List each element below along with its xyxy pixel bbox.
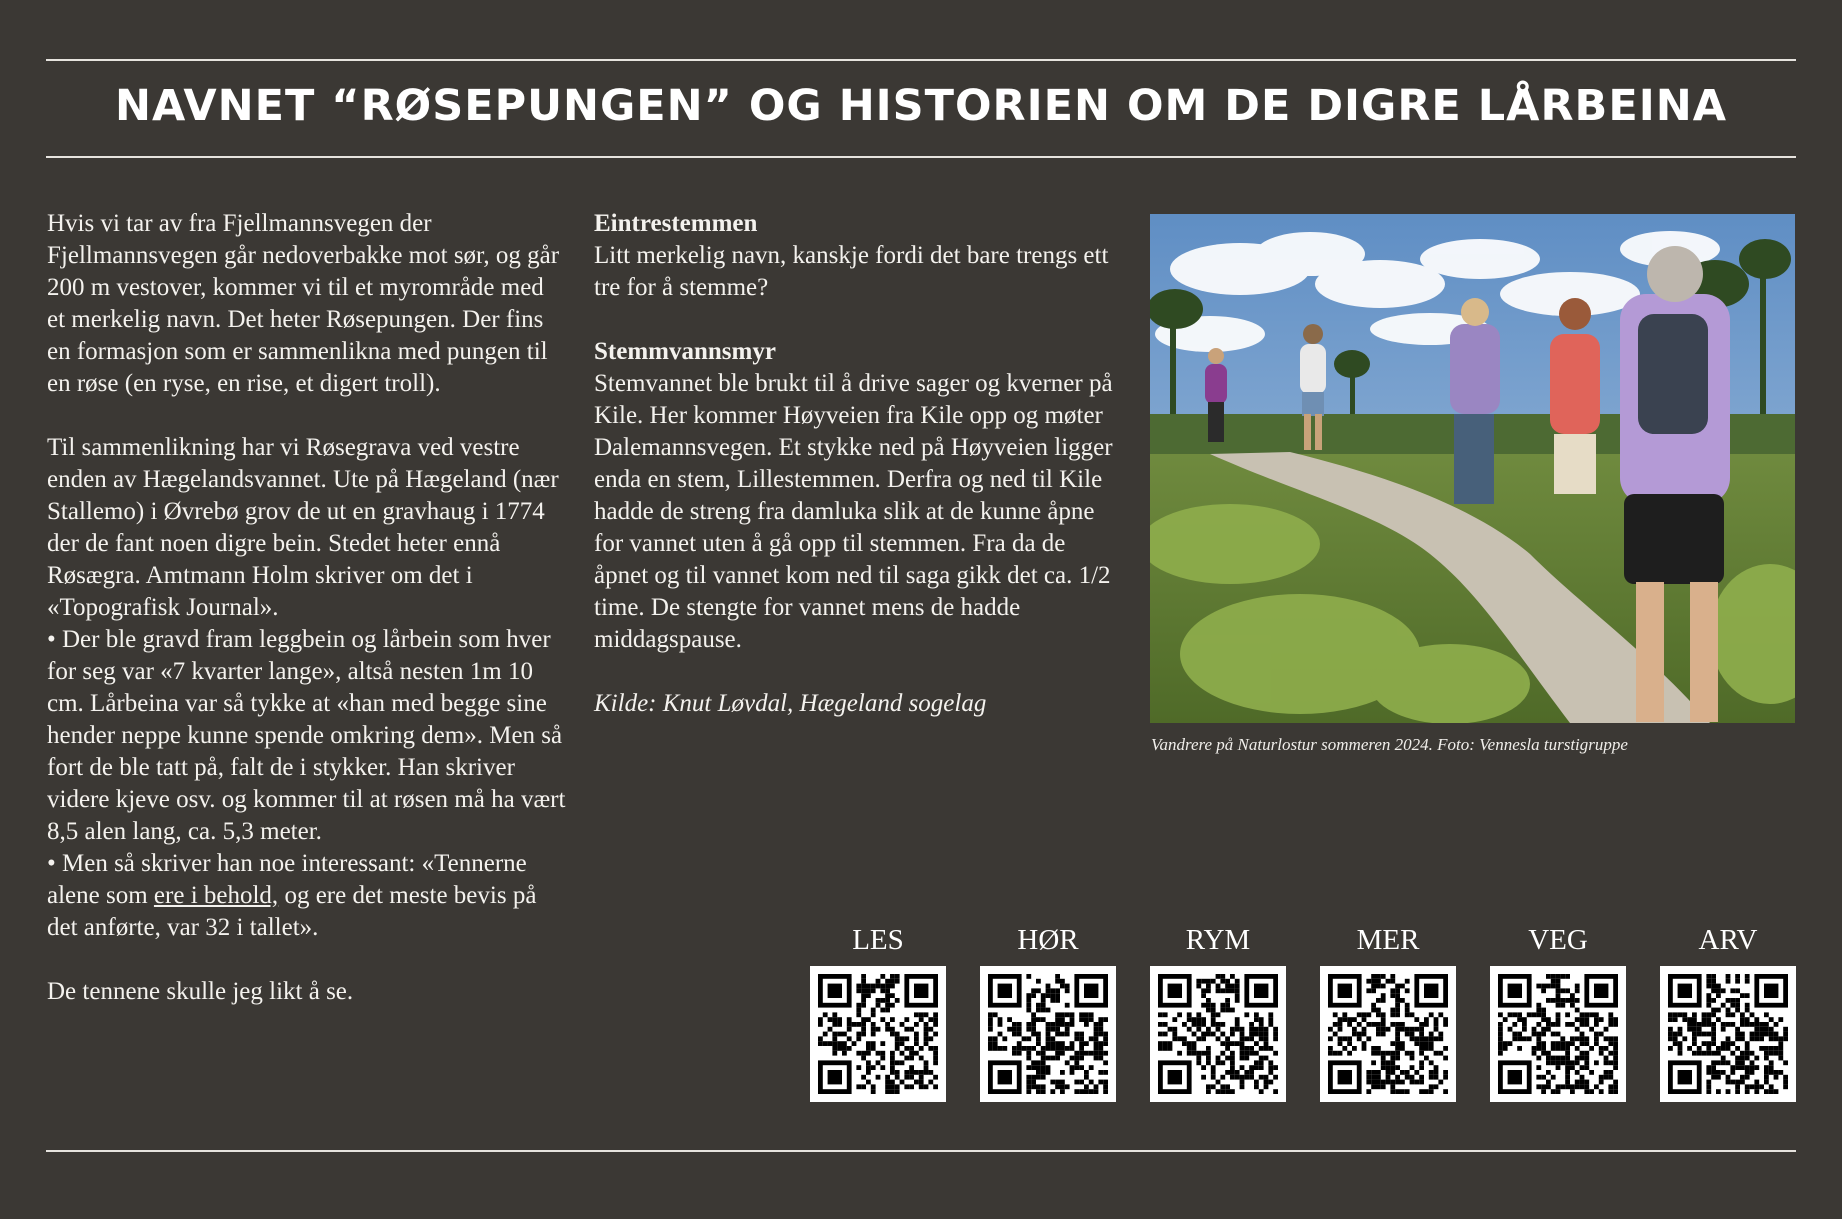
top-divider xyxy=(46,59,1796,61)
qr-mer[interactable] xyxy=(1320,922,1456,1102)
teeth-text-start: • Men så skriver han noe interessant: «Tennerne alene som xyxy=(47,850,527,909)
paragraph-eintrestemmen: Litt merkelig navn, kanskje fordi det bare trengs ett tre for å stemme? xyxy=(594,242,1109,301)
qr-code-veg-pattern xyxy=(1498,974,1618,1094)
heading-stemmvannsmyr: Stemmvannsmyr xyxy=(594,338,776,365)
qr-code-veg[interactable] xyxy=(1490,966,1626,1102)
page-title: NAVNET “RØSEPUNGEN” OG HISTORIEN OM DE DIGRE LÅRBEINA xyxy=(115,81,1727,131)
qr-code-arv-pattern xyxy=(1668,974,1788,1094)
hikers-photo-illustration xyxy=(1150,214,1795,723)
qr-code-hor-pattern xyxy=(988,974,1108,1094)
paragraph-closing: De tennene skulle jeg likt å se. xyxy=(47,978,354,1005)
qr-hor[interactable] xyxy=(980,922,1116,1102)
qr-code-rym-pattern xyxy=(1158,974,1278,1094)
qr-label-les: LES xyxy=(852,924,904,956)
qr-code-mer-pattern xyxy=(1328,974,1448,1094)
qr-arv[interactable] xyxy=(1660,922,1796,1102)
qr-code-mer[interactable] xyxy=(1320,966,1456,1102)
qr-label-veg: VEG xyxy=(1528,924,1588,956)
qr-code-rym[interactable] xyxy=(1150,966,1286,1102)
left-text-column xyxy=(47,208,567,1008)
teeth-text-end: og ere det meste bevis på det anførte, var 32 i tallet». xyxy=(47,882,537,941)
teeth-text-underlined: ere i behold, xyxy=(153,882,279,909)
qr-code-les-pattern xyxy=(818,974,938,1094)
hikers-photo xyxy=(1150,214,1795,723)
qr-label-rym: RYM xyxy=(1185,924,1251,956)
paragraph-bones: • Der ble gravd fram leggbein og lårbein som hver for seg var «7 kvarter lange», altså nesten 1m 10 cm. Lårbeina var så tykke at «han med begge sine hender neppe kunne spende omkring dem». Men så fort de ble tatt på, falt de i stykker. Han skriver videre kjeve osv. og kommer til at røsen må ha vært 8,5 alen lang, ca. 5,3 meter. xyxy=(47,626,566,845)
qr-code-les[interactable] xyxy=(810,966,946,1102)
qr-label-arv: ARV xyxy=(1698,924,1758,956)
bottom-divider xyxy=(46,1150,1796,1152)
paragraph-intro: Hvis vi tar av fra Fjellmannsvegen der Fjellmannsvegen går nedoverbakke mot sør, og går 200 m vestover, kommer vi til et myrområde med et merkelig navn. Det heter Røsepungen. Der fins en formasjon som er sammenlikna med pungen til en røse (en ryse, en rise, et digert troll). xyxy=(47,210,560,397)
paragraph-comparison: Til sammenlikning har vi Røsegrava ved vestre enden av Hægelandsvannet. Ute på Hægeland (nær Stallemo) i Øvrebø grov de ut en gravhaug i 1774 der de fant noen digre bein. Stedet heter ennå Røsægra. Amtmann Holm skriver om det i «Topografisk Journal». xyxy=(47,434,559,621)
qr-label-mer: MER xyxy=(1356,924,1420,956)
heading-eintrestemmen: Eintrestemmen xyxy=(594,210,758,237)
paragraph-teeth xyxy=(47,848,567,944)
qr-veg[interactable] xyxy=(1490,922,1626,1102)
qr-label-hor: HØR xyxy=(1017,924,1079,956)
source-credit: Kilde: Knut Løvdal, Hægeland sogelag xyxy=(594,690,987,717)
photo-caption: Vandrere på Naturlostur sommeren 2024. Foto: Vennesla turstigruppe xyxy=(1151,735,1628,754)
qr-les[interactable] xyxy=(810,922,946,1102)
qr-rym[interactable] xyxy=(1150,922,1286,1102)
paragraph-stemmvannsmyr: Stemvannet ble brukt til å drive sager og kverner på Kile. Her kommer Høyveien fra Kile opp og møter Dalemannsvegen. Et stykke ned på Høyveien ligger enda en stem, Lillestemmen. Derfra og ned til Kile hadde de streng fra damluka slik at de kunne åpne for vannet uten å gå opp til stemmen. Fra da de åpnet og til vannet kom ned til saga gikk det ca. 1/2 time. De stengte for vannet mens de hadde middagspause. xyxy=(594,370,1113,653)
qr-code-hor[interactable] xyxy=(980,966,1116,1102)
qr-code-arv[interactable] xyxy=(1660,966,1796,1102)
middle-text-column xyxy=(594,208,1114,720)
title-divider xyxy=(46,156,1796,158)
